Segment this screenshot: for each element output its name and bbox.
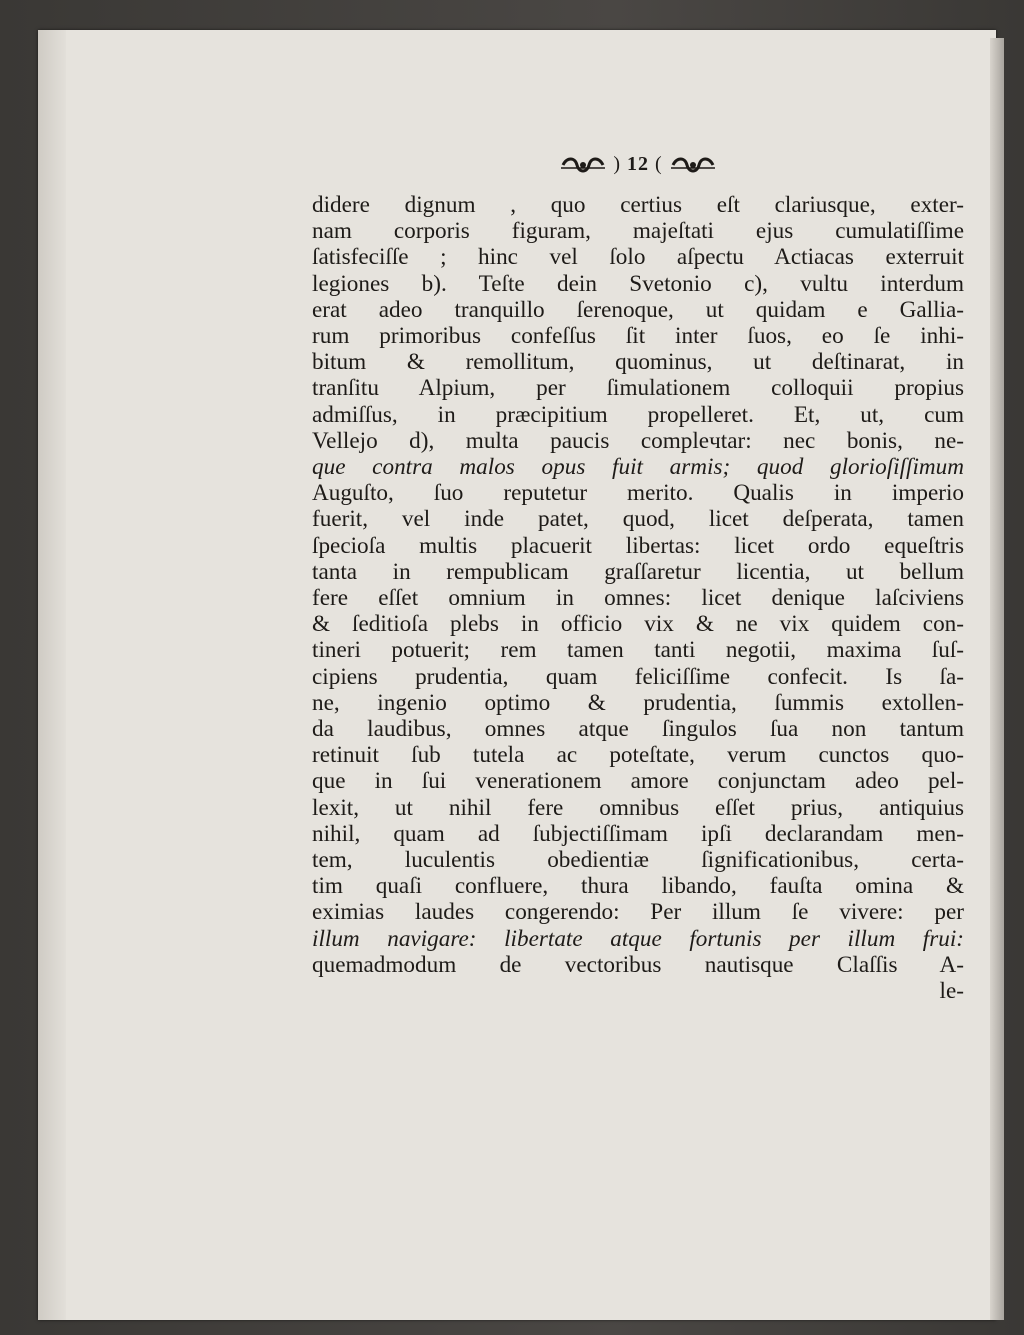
page-number: 12: [627, 153, 649, 175]
text-line: Vellejo d), multa paucis compleчtar: nec bonis, ne-: [312, 427, 964, 454]
text-line: retinuit ſub tutela ac poteſtate, verum cunctos quo-: [312, 742, 964, 769]
page-gutter: [38, 30, 66, 1320]
text-line: fuerit, vel inde patet, quod, licet deſperata, tamen: [312, 506, 964, 533]
text-line: ſpecioſa multis placuerit libertas: licet ordo equeſtris: [312, 532, 964, 559]
page-text: [312, 152, 964, 1004]
text-line: fere eſſet omnium in omnes: licet denique laſciviens: [312, 585, 964, 612]
text-line: quemadmodum de vectoribus nautisque Claſſis A-: [312, 951, 964, 978]
text-line: nam corporis figuram, majeſtati ejus cumulatiſſime: [312, 218, 964, 245]
text-line: ne, ingenio optimo & prudentia, ſummis extollen-: [312, 689, 964, 716]
text-line: legiones b). Teſte dein Svetonio c), vultu interdum: [312, 270, 964, 297]
text-line: eximias laudes congerendo: Per illum ſe vivere: per: [312, 899, 964, 926]
catchword: le-: [939, 978, 964, 1005]
page-fore-edge: [990, 38, 1004, 1320]
right-paren: (: [655, 153, 663, 175]
text-line: da laudibus, omnes atque ſingulos ſua non tantum: [312, 716, 964, 743]
text-line: tanta in rempublicam graſſaretur licentia, ut bellum: [312, 558, 964, 585]
text-line: nihil, quam ad ſubjectiſſimam ipſi declarandam men-: [312, 820, 964, 847]
printer-ornament-right-icon: [669, 156, 717, 174]
text-line: Auguſto, ſuo reputetur merito. Qualis in imperio: [312, 480, 964, 507]
text-line: admiſſus, in præcipitium propelleret. Et, ut, cum: [312, 401, 964, 428]
text-line: erat adeo tranquillo ſerenoque, ut quidam e Gallia-: [312, 296, 964, 323]
text-line: rum primoribus confeſſus ſit inter ſuos, eo ſe inhi-: [312, 323, 964, 350]
left-paren: ): [613, 153, 621, 175]
text-line: tranſitu Alpium, per ſimulationem colloquii propius: [312, 375, 964, 402]
text-line: tineri potuerit; rem tamen tanti negotii, maxima ſuſ-: [312, 637, 964, 664]
text-line: & ſeditioſa plebs in officio vix & ne vix quidem con-: [312, 611, 964, 638]
text-line: bitum & remollitum, quominus, ut deſtinarat, in: [312, 349, 964, 376]
running-head: [312, 152, 964, 192]
text-line: ſatisfeciſſe ; hinc vel ſolo aſpectu Actiacas exterruit: [312, 244, 964, 271]
text-line: tem, luculentis obedientiæ ſignificationibus, certa-: [312, 847, 964, 874]
text-line: tim quaſi confluere, thura libando, fauſta omina &: [312, 873, 964, 900]
text-line: que in ſui venerationem amore conjunctam adeo pel-: [312, 768, 964, 795]
printer-ornament-left-icon: [559, 156, 607, 174]
text-line-quotation: illum navigare: libertate atque fortunis per illum frui:: [312, 925, 964, 952]
text-line: didere dignum , quo certius eſt clariusque, exter-: [312, 192, 964, 218]
text-line: lexit, ut nihil fere omnibus eſſet prius, antiquius: [312, 794, 964, 821]
text-line: cipiens prudentia, quam feliciſſime confecit. Is ſa-: [312, 663, 964, 690]
text-line-quotation: que contra malos opus fuit armis; quod glorioſiſſimum: [312, 454, 964, 481]
